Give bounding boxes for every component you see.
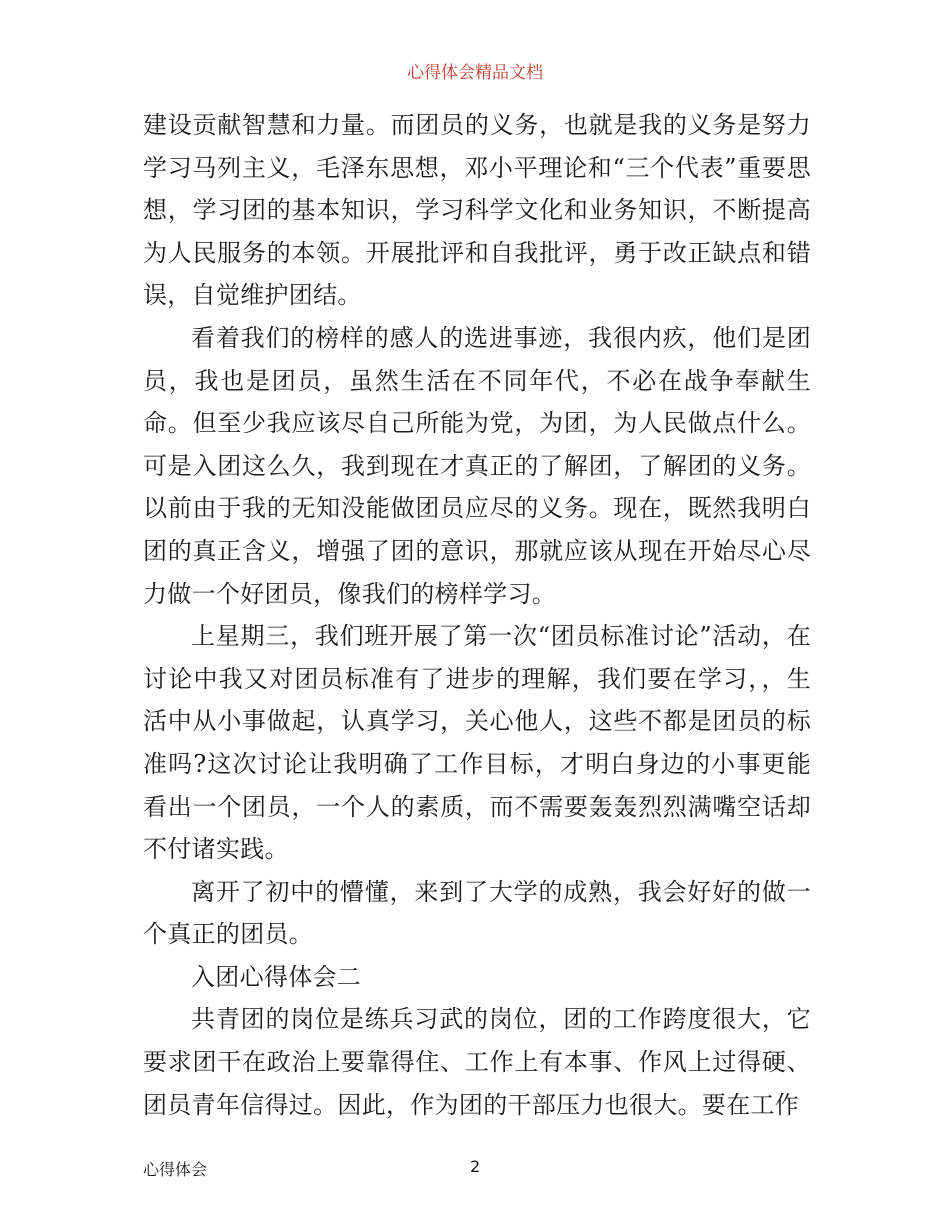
- paragraph-4: 离开了初中的懵懂，来到了大学的成熟，我会好好的做一个真正的团员。: [143, 877, 811, 949]
- paragraph-1: 建设贡献智慧和力量。而团员的义务，也就是我的义务是努力学习马列主义，毛泽东思想，邓小平理论和“三个代表”重要思想，学习团的基本知识，学习科学文化和业务知识，不断提高为人民服务的本领。开展批评和自我批评，勇于改正缺点和错误，自觉维护团结。: [143, 111, 811, 310]
- document-body: [143, 104, 811, 1126]
- paragraph-2: 看着我们的榜样的感人的选进事迹，我很内疚，他们是团员，我也是团员，虽然生活在不同年代，不必在战争奉献生命。但至少我应该尽自己所能为党，为团，为人民做点什么。可是入团这么久，我到现在才真正的了解团，了解团的义务。以前由于我的无知没能做团员应尽的义务。现在，既然我明白团的真正含义，增强了团的意识，那就应该从现在开始尽心尽力做一个好团员，像我们的榜样学习。: [143, 323, 811, 608]
- page-number: 2: [470, 1157, 481, 1176]
- paragraph-5: 共青团的岗位是练兵习武的岗位，团的工作跨度很大，它要求团干在政治上要靠得住、工作上有本事、作风上过得硬、团员青年信得过。因此，作为团的干部压力也很大。要在工作: [143, 1005, 811, 1119]
- footer-label: 心得体会: [143, 1160, 208, 1179]
- paragraph-3: 上星期三，我们班开展了第一次“团员标准讨论”活动，在讨论中我又对团员标准有了进步的理解，我们要在学习，，生活中从小事做起，认真学习，关心他人，这些不都是团员的标准吗?这次讨论让我明确了工作目标，才明白身边的小事更能看出一个团员，一个人的素质，而不需要轰轰烈烈满嘴空话却不付诸实践。: [143, 622, 811, 864]
- section-heading: 入团心得体会二: [191, 962, 362, 991]
- page-header-title: 心得体会精品文档: [407, 63, 543, 83]
